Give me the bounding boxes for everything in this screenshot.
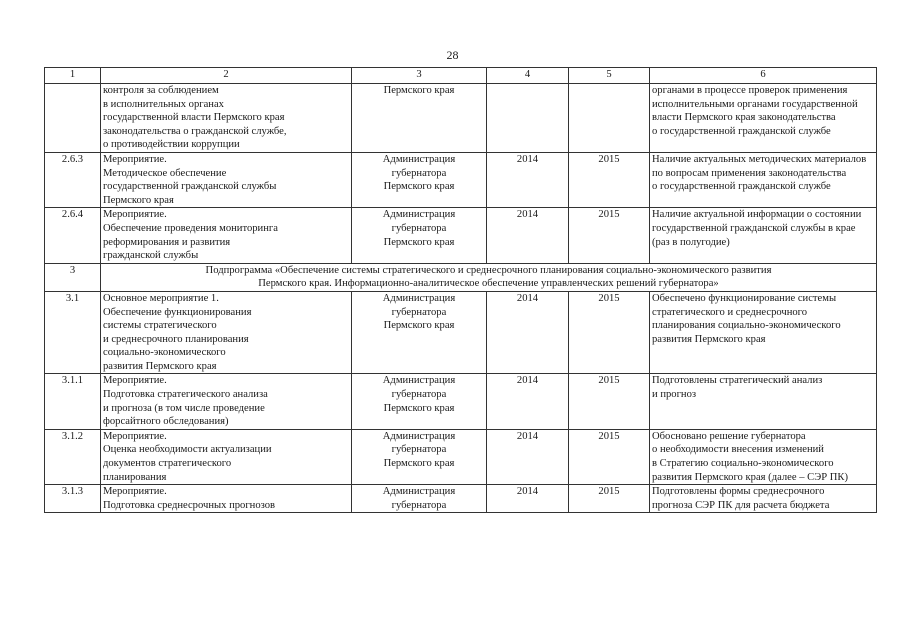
table-row (45, 152, 877, 207)
start-year-cell: 2014 (487, 374, 569, 429)
result-cell (650, 429, 877, 484)
executor-cell-line: губернатора (391, 389, 447, 401)
executor-cell-line: Администрация (382, 209, 456, 221)
table-row (45, 84, 877, 153)
result-cell-line: исполнительными органами государственной (652, 98, 858, 110)
executor-cell (352, 429, 487, 484)
activity-cell-line: Подготовка среднесрочных прогнозов (103, 499, 276, 511)
table-row (45, 485, 877, 513)
executor-cell-line: Пермского края (383, 181, 455, 193)
column-header: 2 (101, 68, 352, 84)
result-cell (650, 84, 877, 153)
item-number-cell: 3.1.3 (45, 485, 101, 513)
result-cell-line: по вопросам применения законодательства (652, 167, 847, 179)
executor-cell-line: Пермского края (383, 320, 455, 332)
executor-cell-line: губернатора (391, 222, 447, 234)
executor-cell-line: Администрация (382, 375, 456, 387)
activity-cell-line: Методическое обеспечение (103, 167, 227, 179)
activity-cell-line: Пермского края (103, 194, 174, 206)
end-year-cell: 2015 (569, 208, 650, 263)
start-year-cell: 2014 (487, 429, 569, 484)
result-cell-line: о государственной гражданской службе (652, 181, 831, 193)
result-cell-line: (раз в полугодие) (652, 236, 730, 248)
activity-cell-line: форсайтного обследования) (103, 416, 229, 428)
activity-cell-line: Обеспечение функционирования (103, 306, 252, 318)
executor-cell-line: Администрация (382, 292, 456, 304)
result-cell (650, 291, 877, 374)
activity-cell (101, 152, 352, 207)
result-cell-line: планирования социально-экономического (652, 320, 841, 332)
start-year-cell: 2014 (487, 152, 569, 207)
activity-cell-line: Оценка необходимости актуализации (103, 444, 272, 456)
item-number-cell: 2.6.3 (45, 152, 101, 207)
start-year-cell: 2014 (487, 485, 569, 513)
activity-cell-line: планирования (103, 471, 167, 483)
activity-cell-line: контроля за соблюдением (103, 85, 219, 96)
result-cell-line: Обеспечено функционирование системы (652, 292, 837, 304)
executor-cell-line: Пермского края (383, 402, 455, 414)
executor-cell-line: Администрация (382, 486, 456, 498)
result-cell-line: прогноза СЭР ПК для расчета бюджета (652, 499, 830, 511)
executor-cell (352, 84, 487, 153)
activity-cell-line: Обеспечение проведения мониторинга (103, 222, 278, 234)
activity-cell-line: развития Пермского края (103, 360, 217, 372)
start-year-cell: 2014 (487, 291, 569, 374)
activity-cell-line: гражданской службы (103, 250, 199, 262)
subprogram-title-line: Подпрограмма «Обеспечение системы стратегического и среднесрочного планирования социально-экономического развития (205, 264, 772, 276)
result-cell-line: Обосновано решение губернатора (652, 430, 806, 442)
column-header: 4 (487, 68, 569, 84)
result-cell (650, 208, 877, 263)
result-cell-line: о государственной гражданской службе (652, 125, 831, 137)
executor-cell-line: губернатора (391, 306, 447, 318)
subprogram-row (45, 263, 877, 291)
executor-cell-line: Пермского края (383, 236, 455, 248)
executor-cell-line: Пермского края (383, 85, 455, 96)
activity-cell-line: Подготовка стратегического анализа (103, 389, 268, 401)
activity-cell (101, 374, 352, 429)
end-year-cell (569, 84, 650, 153)
activity-cell-line: и прогноза (в том числе проведение (103, 402, 265, 414)
activity-cell-line: реформирования и развития (103, 236, 231, 248)
result-cell-line: в Стратегию социально-экономического (652, 458, 834, 470)
result-cell-line: развития Пермского края (652, 333, 766, 345)
activity-cell-line: Мероприятие. (103, 209, 167, 221)
table-row (45, 374, 877, 429)
activity-cell-line: государственной гражданской службы (103, 181, 277, 193)
executor-cell (352, 374, 487, 429)
result-cell-line: Наличие актуальной информации о состоянии (652, 209, 862, 221)
executor-cell-line: Пермского края (383, 458, 455, 470)
column-header: 3 (352, 68, 487, 84)
executor-cell (352, 291, 487, 374)
executor-cell-line: губернатора (391, 444, 447, 456)
activity-cell (101, 84, 352, 153)
executor-cell-line: губернатора (391, 167, 447, 179)
result-cell-line: стратегического и среднесрочного (652, 306, 808, 318)
activity-cell (101, 485, 352, 513)
table-row (45, 208, 877, 263)
activity-cell-line: документов стратегического (103, 458, 232, 470)
executor-cell-line: Администрация (382, 430, 456, 442)
activity-cell-line: Мероприятие. (103, 430, 167, 442)
table-row (45, 291, 877, 374)
item-number-cell: 2.6.4 (45, 208, 101, 263)
subprogram-title-line: Пермского края. Информационно-аналитическое обеспечение управленческих решений губернатора» (258, 278, 719, 290)
activity-cell (101, 429, 352, 484)
result-cell-line: государственной гражданской службы в крае (652, 222, 856, 234)
executor-cell (352, 485, 487, 513)
activity-cell-line: системы стратегического (103, 320, 217, 332)
result-cell-line: Подготовлены стратегический анализ (652, 375, 823, 387)
activity-cell-line: Основное мероприятие 1. (103, 292, 219, 304)
item-number-cell: 3.1.2 (45, 429, 101, 484)
activity-cell-line: Мероприятие. (103, 486, 167, 498)
result-cell-line: власти Пермского края законодательства (652, 112, 836, 124)
result-cell-line: Подготовлены формы среднесрочного (652, 486, 825, 498)
start-year-cell: 2014 (487, 208, 569, 263)
result-cell (650, 152, 877, 207)
activity-cell-line: государственной власти Пермского края (103, 112, 285, 124)
program-activities-table (44, 67, 877, 513)
column-header: 6 (650, 68, 877, 84)
activity-cell-line: законодательства о гражданской службе, (103, 125, 287, 137)
activity-cell-line: и среднесрочного планирования (103, 333, 249, 345)
table-row (45, 429, 877, 484)
activity-cell-line: социально-экономического (103, 347, 226, 359)
end-year-cell: 2015 (569, 374, 650, 429)
result-cell (650, 485, 877, 513)
end-year-cell: 2015 (569, 485, 650, 513)
executor-cell-line: Администрация (382, 153, 456, 165)
end-year-cell: 2015 (569, 291, 650, 374)
subprogram-number-cell: 3 (45, 263, 101, 291)
result-cell-line: развития Пермского края (далее – СЭР ПК) (652, 471, 849, 483)
result-cell-line: и прогноз (652, 389, 697, 401)
result-cell (650, 374, 877, 429)
column-header: 5 (569, 68, 650, 84)
executor-cell-line: губернатора (391, 499, 447, 511)
result-cell-line: Наличие актуальных методических материалов (652, 153, 867, 165)
activity-cell-line: о противодействии коррупции (103, 139, 240, 151)
executor-cell (352, 152, 487, 207)
result-cell-line: о необходимости внесения изменений (652, 444, 824, 456)
activity-cell-line: Мероприятие. (103, 153, 167, 165)
column-header: 1 (45, 68, 101, 84)
end-year-cell: 2015 (569, 429, 650, 484)
activity-cell-line: в исполнительных органах (103, 98, 224, 110)
activity-cell (101, 291, 352, 374)
page-number: 28 (446, 48, 459, 62)
start-year-cell (487, 84, 569, 153)
column-number-header-row (45, 68, 877, 84)
item-number-cell (45, 84, 101, 153)
subprogram-title-cell (101, 263, 877, 291)
result-cell-line: органами в процессе проверок применения (652, 85, 848, 96)
item-number-cell: 3.1.1 (45, 374, 101, 429)
activity-cell-line: Мероприятие. (103, 375, 167, 387)
end-year-cell: 2015 (569, 152, 650, 207)
item-number-cell: 3.1 (45, 291, 101, 374)
activity-cell (101, 208, 352, 263)
executor-cell (352, 208, 487, 263)
